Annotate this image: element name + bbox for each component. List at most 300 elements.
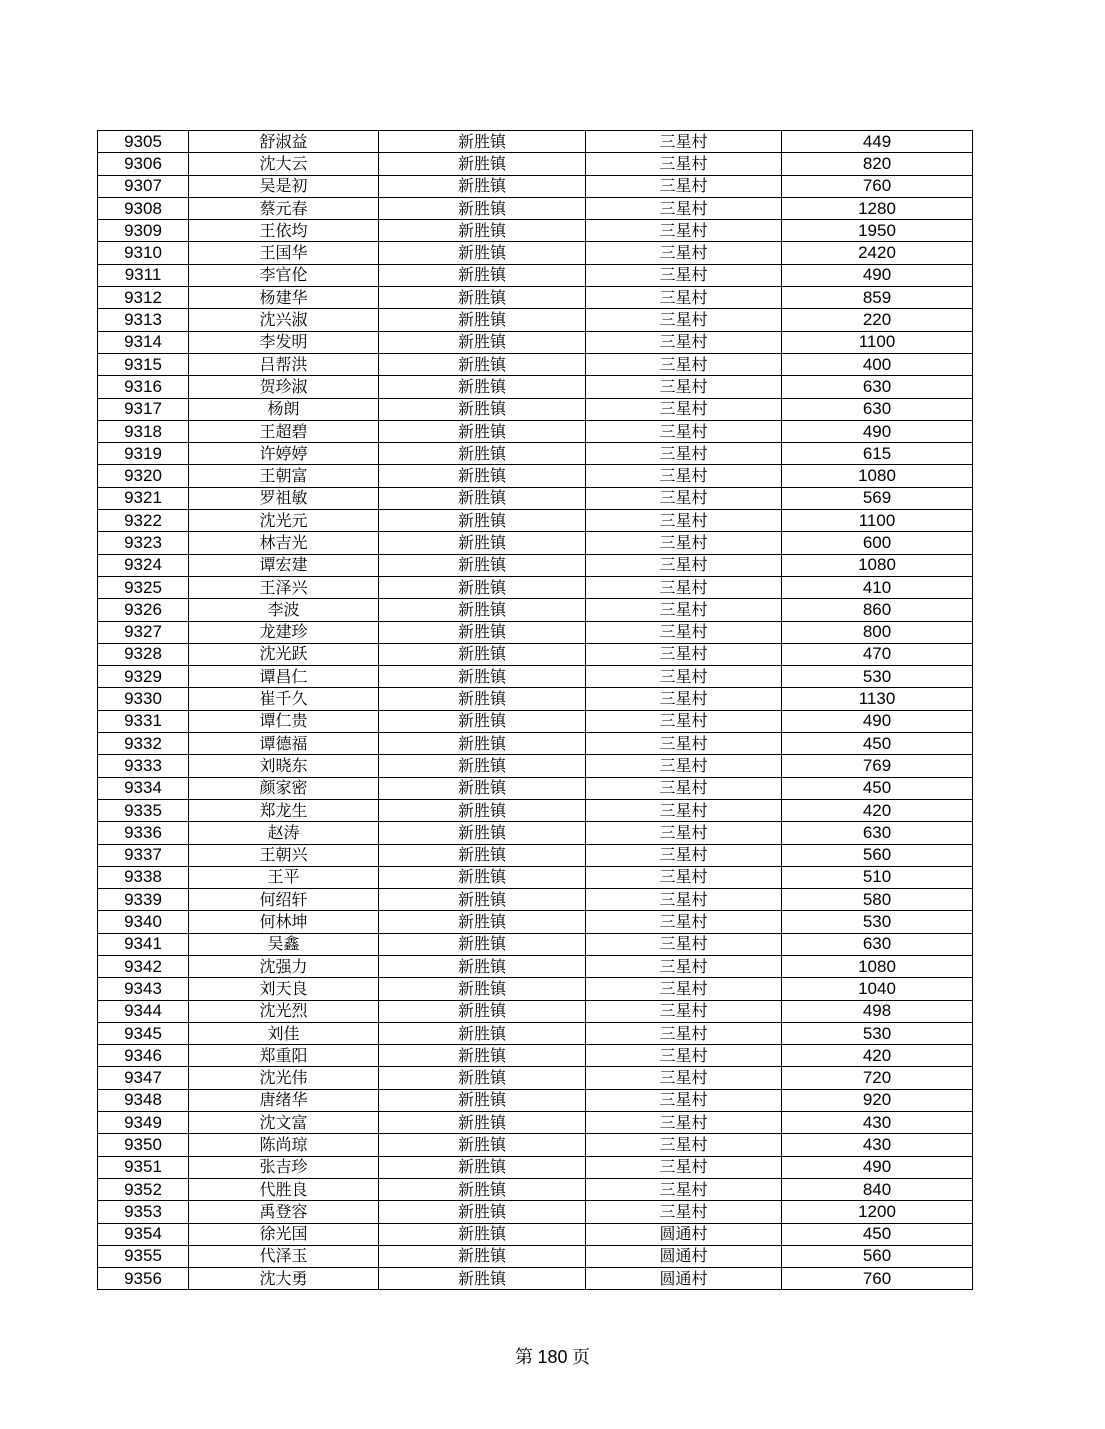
amount-value: 769 (782, 755, 973, 777)
amount-value: 490 (782, 710, 973, 732)
town-name: 新胜镇 (379, 153, 586, 175)
table-row (98, 777, 973, 799)
amount-value: 760 (782, 1268, 973, 1290)
data-table (97, 130, 973, 1290)
village-name: 三星村 (586, 844, 782, 866)
person-name: 吴鑫 (189, 933, 379, 955)
town-name: 新胜镇 (379, 933, 586, 955)
table-row (98, 1112, 973, 1134)
town-name: 新胜镇 (379, 532, 586, 554)
village-name: 三星村 (586, 1067, 782, 1089)
person-name: 沈大勇 (189, 1268, 379, 1290)
village-name: 三星村 (586, 220, 782, 242)
person-name: 王依均 (189, 220, 379, 242)
table-row (98, 643, 973, 665)
town-name: 新胜镇 (379, 1112, 586, 1134)
person-name: 沈兴淑 (189, 309, 379, 331)
table-row (98, 1134, 973, 1156)
amount-value: 490 (782, 264, 973, 286)
amount-value: 1080 (782, 465, 973, 487)
village-name: 三星村 (586, 710, 782, 732)
table-row (98, 621, 973, 643)
village-name: 三星村 (586, 1089, 782, 1111)
town-name: 新胜镇 (379, 398, 586, 420)
village-name: 三星村 (586, 1112, 782, 1134)
village-name: 三星村 (586, 599, 782, 621)
row-number: 9312 (98, 287, 189, 309)
village-name: 三星村 (586, 376, 782, 398)
table-row (98, 1067, 973, 1089)
village-name: 三星村 (586, 733, 782, 755)
amount-value: 1080 (782, 955, 973, 977)
table-row (98, 1000, 973, 1022)
row-number: 9341 (98, 933, 189, 955)
town-name: 新胜镇 (379, 822, 586, 844)
row-number: 9314 (98, 331, 189, 353)
person-name: 刘佳 (189, 1022, 379, 1044)
village-name: 三星村 (586, 175, 782, 197)
village-name: 三星村 (586, 666, 782, 688)
amount-value: 420 (782, 1045, 973, 1067)
village-name: 三星村 (586, 331, 782, 353)
amount-value: 530 (782, 666, 973, 688)
table-row (98, 1022, 973, 1044)
village-name: 圆通村 (586, 1245, 782, 1267)
person-name: 谭宏建 (189, 554, 379, 576)
person-name: 颜家密 (189, 777, 379, 799)
person-name: 张吉珍 (189, 1156, 379, 1178)
table-row (98, 1268, 973, 1290)
row-number: 9311 (98, 264, 189, 286)
town-name: 新胜镇 (379, 131, 586, 153)
village-name: 三星村 (586, 643, 782, 665)
table-row (98, 755, 973, 777)
person-name: 吕帮洪 (189, 353, 379, 375)
town-name: 新胜镇 (379, 777, 586, 799)
person-name: 何绍轩 (189, 889, 379, 911)
table-row (98, 911, 973, 933)
town-name: 新胜镇 (379, 1089, 586, 1111)
town-name: 新胜镇 (379, 889, 586, 911)
amount-value: 2420 (782, 242, 973, 264)
village-name: 三星村 (586, 510, 782, 532)
town-name: 新胜镇 (379, 1000, 586, 1022)
table-body (98, 131, 973, 1290)
amount-value: 430 (782, 1134, 973, 1156)
amount-value: 560 (782, 844, 973, 866)
amount-value: 560 (782, 1245, 973, 1267)
row-number: 9321 (98, 487, 189, 509)
row-number: 9342 (98, 955, 189, 977)
row-number: 9308 (98, 197, 189, 219)
person-name: 李波 (189, 599, 379, 621)
town-name: 新胜镇 (379, 844, 586, 866)
village-name: 三星村 (586, 621, 782, 643)
town-name: 新胜镇 (379, 688, 586, 710)
person-name: 贺珍淑 (189, 376, 379, 398)
town-name: 新胜镇 (379, 955, 586, 977)
amount-value: 1040 (782, 978, 973, 1000)
town-name: 新胜镇 (379, 264, 586, 286)
person-name: 代胜良 (189, 1178, 379, 1200)
amount-value: 600 (782, 532, 973, 554)
village-name: 三星村 (586, 353, 782, 375)
town-name: 新胜镇 (379, 1201, 586, 1223)
table-row (98, 710, 973, 732)
town-name: 新胜镇 (379, 554, 586, 576)
town-name: 新胜镇 (379, 175, 586, 197)
row-number: 9318 (98, 420, 189, 442)
row-number: 9339 (98, 889, 189, 911)
town-name: 新胜镇 (379, 666, 586, 688)
village-name: 三星村 (586, 1156, 782, 1178)
village-name: 三星村 (586, 532, 782, 554)
table-row (98, 554, 973, 576)
table-row (98, 799, 973, 821)
village-name: 三星村 (586, 443, 782, 465)
person-name: 沈强力 (189, 955, 379, 977)
row-number: 9329 (98, 666, 189, 688)
person-name: 谭德福 (189, 733, 379, 755)
amount-value: 420 (782, 799, 973, 821)
village-name: 三星村 (586, 487, 782, 509)
town-name: 新胜镇 (379, 1022, 586, 1044)
person-name: 罗祖敏 (189, 487, 379, 509)
person-name: 徐光国 (189, 1223, 379, 1245)
row-number: 9355 (98, 1245, 189, 1267)
town-name: 新胜镇 (379, 1045, 586, 1067)
town-name: 新胜镇 (379, 1268, 586, 1290)
table-row (98, 1045, 973, 1067)
row-number: 9349 (98, 1112, 189, 1134)
town-name: 新胜镇 (379, 1134, 586, 1156)
row-number: 9328 (98, 643, 189, 665)
row-number: 9310 (98, 242, 189, 264)
row-number: 9335 (98, 799, 189, 821)
amount-value: 450 (782, 777, 973, 799)
person-name: 许婷婷 (189, 443, 379, 465)
person-name: 崔千久 (189, 688, 379, 710)
table-row (98, 242, 973, 264)
amount-value: 1100 (782, 331, 973, 353)
table-row (98, 398, 973, 420)
town-name: 新胜镇 (379, 755, 586, 777)
row-number: 9309 (98, 220, 189, 242)
amount-value: 510 (782, 866, 973, 888)
table-row (98, 309, 973, 331)
table-row (98, 220, 973, 242)
amount-value: 1130 (782, 688, 973, 710)
row-number: 9354 (98, 1223, 189, 1245)
town-name: 新胜镇 (379, 733, 586, 755)
person-name: 杨建华 (189, 287, 379, 309)
village-name: 三星村 (586, 131, 782, 153)
row-number: 9334 (98, 777, 189, 799)
row-number: 9337 (98, 844, 189, 866)
amount-value: 220 (782, 309, 973, 331)
table-row (98, 688, 973, 710)
person-name: 陈尚琼 (189, 1134, 379, 1156)
village-name: 三星村 (586, 978, 782, 1000)
village-name: 三星村 (586, 398, 782, 420)
table-row (98, 532, 973, 554)
row-number: 9351 (98, 1156, 189, 1178)
table-row (98, 844, 973, 866)
village-name: 三星村 (586, 554, 782, 576)
row-number: 9340 (98, 911, 189, 933)
row-number: 9347 (98, 1067, 189, 1089)
row-number: 9323 (98, 532, 189, 554)
row-number: 9338 (98, 866, 189, 888)
town-name: 新胜镇 (379, 309, 586, 331)
table-row (98, 822, 973, 844)
town-name: 新胜镇 (379, 220, 586, 242)
table-row (98, 1156, 973, 1178)
village-name: 三星村 (586, 576, 782, 598)
person-name: 林吉光 (189, 532, 379, 554)
town-name: 新胜镇 (379, 978, 586, 1000)
row-number: 9320 (98, 465, 189, 487)
village-name: 三星村 (586, 1134, 782, 1156)
town-name: 新胜镇 (379, 510, 586, 532)
person-name: 王泽兴 (189, 576, 379, 598)
row-number: 9336 (98, 822, 189, 844)
amount-value: 450 (782, 1223, 973, 1245)
row-number: 9344 (98, 1000, 189, 1022)
amount-value: 1080 (782, 554, 973, 576)
amount-value: 615 (782, 443, 973, 465)
row-number: 9325 (98, 576, 189, 598)
person-name: 王超碧 (189, 420, 379, 442)
table-row (98, 1201, 973, 1223)
row-number: 9307 (98, 175, 189, 197)
town-name: 新胜镇 (379, 443, 586, 465)
table-row (98, 889, 973, 911)
village-name: 三星村 (586, 1022, 782, 1044)
village-name: 三星村 (586, 309, 782, 331)
amount-value: 498 (782, 1000, 973, 1022)
table-row (98, 153, 973, 175)
town-name: 新胜镇 (379, 376, 586, 398)
table-row (98, 599, 973, 621)
village-name: 三星村 (586, 153, 782, 175)
row-number: 9330 (98, 688, 189, 710)
town-name: 新胜镇 (379, 420, 586, 442)
row-number: 9356 (98, 1268, 189, 1290)
person-name: 禹登容 (189, 1201, 379, 1223)
person-name: 唐绪华 (189, 1089, 379, 1111)
town-name: 新胜镇 (379, 710, 586, 732)
person-name: 郑龙生 (189, 799, 379, 821)
person-name: 沈光跃 (189, 643, 379, 665)
person-name: 沈光伟 (189, 1067, 379, 1089)
amount-value: 800 (782, 621, 973, 643)
village-name: 三星村 (586, 955, 782, 977)
table-row (98, 175, 973, 197)
person-name: 王朝富 (189, 465, 379, 487)
amount-value: 1950 (782, 220, 973, 242)
table-row (98, 487, 973, 509)
village-name: 圆通村 (586, 1223, 782, 1245)
row-number: 9331 (98, 710, 189, 732)
table-row (98, 443, 973, 465)
amount-value: 630 (782, 822, 973, 844)
person-name: 谭昌仁 (189, 666, 379, 688)
row-number: 9343 (98, 978, 189, 1000)
town-name: 新胜镇 (379, 911, 586, 933)
table-row (98, 353, 973, 375)
footer-prefix: 第 (514, 1347, 533, 1368)
table-row (98, 666, 973, 688)
row-number: 9322 (98, 510, 189, 532)
amount-value: 630 (782, 376, 973, 398)
page-footer (0, 1343, 1105, 1369)
table-row (98, 420, 973, 442)
town-name: 新胜镇 (379, 331, 586, 353)
amount-value: 840 (782, 1178, 973, 1200)
village-name: 三星村 (586, 1201, 782, 1223)
person-name: 沈光元 (189, 510, 379, 532)
village-name: 三星村 (586, 866, 782, 888)
town-name: 新胜镇 (379, 487, 586, 509)
table-row (98, 1089, 973, 1111)
row-number: 9319 (98, 443, 189, 465)
table-row (98, 510, 973, 532)
town-name: 新胜镇 (379, 599, 586, 621)
row-number: 9350 (98, 1134, 189, 1156)
village-name: 三星村 (586, 822, 782, 844)
amount-value: 410 (782, 576, 973, 598)
town-name: 新胜镇 (379, 643, 586, 665)
table-row (98, 1178, 973, 1200)
row-number: 9324 (98, 554, 189, 576)
town-name: 新胜镇 (379, 1156, 586, 1178)
village-name: 三星村 (586, 1045, 782, 1067)
table-row (98, 131, 973, 153)
person-name: 沈文富 (189, 1112, 379, 1134)
person-name: 王平 (189, 866, 379, 888)
village-name: 三星村 (586, 287, 782, 309)
table-row (98, 197, 973, 219)
table-row (98, 866, 973, 888)
row-number: 9332 (98, 733, 189, 755)
amount-value: 490 (782, 420, 973, 442)
table-row (98, 376, 973, 398)
person-name: 蔡元春 (189, 197, 379, 219)
amount-value: 630 (782, 933, 973, 955)
amount-value: 530 (782, 911, 973, 933)
footer-suffix: 页 (572, 1347, 591, 1368)
person-name: 王国华 (189, 242, 379, 264)
amount-value: 569 (782, 487, 973, 509)
amount-value: 470 (782, 643, 973, 665)
person-name: 郑重阳 (189, 1045, 379, 1067)
town-name: 新胜镇 (379, 1178, 586, 1200)
village-name: 三星村 (586, 688, 782, 710)
town-name: 新胜镇 (379, 799, 586, 821)
village-name: 三星村 (586, 777, 782, 799)
amount-value: 580 (782, 889, 973, 911)
table-row (98, 576, 973, 598)
row-number: 9315 (98, 353, 189, 375)
table-row (98, 331, 973, 353)
table-row (98, 1223, 973, 1245)
row-number: 9345 (98, 1022, 189, 1044)
table-row (98, 465, 973, 487)
row-number: 9313 (98, 309, 189, 331)
amount-value: 760 (782, 175, 973, 197)
person-name: 吴是初 (189, 175, 379, 197)
town-name: 新胜镇 (379, 197, 586, 219)
town-name: 新胜镇 (379, 353, 586, 375)
amount-value: 1280 (782, 197, 973, 219)
row-number: 9346 (98, 1045, 189, 1067)
person-name: 王朝兴 (189, 844, 379, 866)
row-number: 9316 (98, 376, 189, 398)
table-row (98, 1245, 973, 1267)
village-name: 三星村 (586, 264, 782, 286)
person-name: 沈光烈 (189, 1000, 379, 1022)
town-name: 新胜镇 (379, 287, 586, 309)
row-number: 9352 (98, 1178, 189, 1200)
person-name: 沈大云 (189, 153, 379, 175)
village-name: 三星村 (586, 933, 782, 955)
village-name: 三星村 (586, 799, 782, 821)
person-name: 杨朗 (189, 398, 379, 420)
village-name: 圆通村 (586, 1268, 782, 1290)
amount-value: 720 (782, 1067, 973, 1089)
person-name: 谭仁贵 (189, 710, 379, 732)
table-row (98, 733, 973, 755)
town-name: 新胜镇 (379, 866, 586, 888)
row-number: 9306 (98, 153, 189, 175)
amount-value: 1100 (782, 510, 973, 532)
town-name: 新胜镇 (379, 242, 586, 264)
table-row (98, 287, 973, 309)
row-number: 9348 (98, 1089, 189, 1111)
person-name: 何林坤 (189, 911, 379, 933)
town-name: 新胜镇 (379, 576, 586, 598)
village-name: 三星村 (586, 911, 782, 933)
amount-value: 449 (782, 131, 973, 153)
amount-value: 820 (782, 153, 973, 175)
person-name: 代泽玉 (189, 1245, 379, 1267)
village-name: 三星村 (586, 242, 782, 264)
row-number: 9353 (98, 1201, 189, 1223)
row-number: 9326 (98, 599, 189, 621)
amount-value: 1200 (782, 1201, 973, 1223)
row-number: 9327 (98, 621, 189, 643)
village-name: 三星村 (586, 889, 782, 911)
village-name: 三星村 (586, 1178, 782, 1200)
person-name: 舒淑益 (189, 131, 379, 153)
village-name: 三星村 (586, 420, 782, 442)
amount-value: 430 (782, 1112, 973, 1134)
amount-value: 530 (782, 1022, 973, 1044)
amount-value: 450 (782, 733, 973, 755)
row-number: 9333 (98, 755, 189, 777)
person-name: 刘天良 (189, 978, 379, 1000)
village-name: 三星村 (586, 755, 782, 777)
amount-value: 630 (782, 398, 973, 420)
town-name: 新胜镇 (379, 1245, 586, 1267)
amount-value: 860 (782, 599, 973, 621)
amount-value: 859 (782, 287, 973, 309)
village-name: 三星村 (586, 1000, 782, 1022)
table-row (98, 933, 973, 955)
town-name: 新胜镇 (379, 465, 586, 487)
person-name: 李发明 (189, 331, 379, 353)
